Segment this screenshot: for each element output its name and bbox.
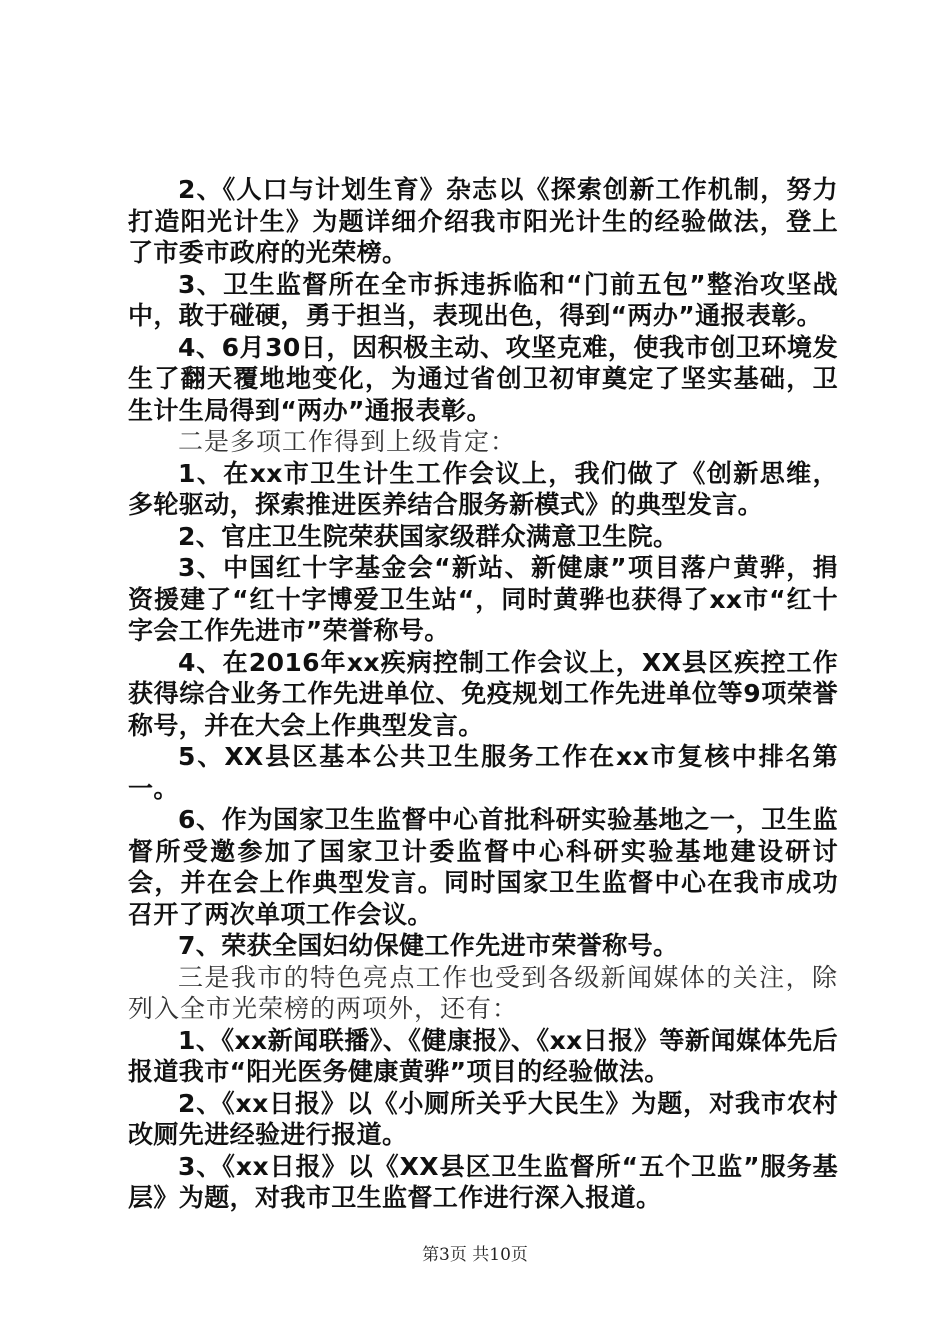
paragraph-6: 3、中国红十字基金会“新站、新健康”项目落户黄骅，捐资援建了“红十字博爱卫生站“，同时黄骅也获得了xx市“红十字会工作先进市”荣誉称号。 [128,553,838,645]
paragraph-7: 4、在2016年xx疾病控制工作会议上，XX县区疾控工作获得综合业务工作先进单位、免疫规划工作先进单位等9项荣誉称号，并在大会上作典型发言。 [128,647,838,740]
paragraph-11: 1、《xx新闻联播》、《健康报》、《xx日报》等新闻媒体先后报道我市“阳光医务健康黄骅”项目的经验做法。 [128,1025,838,1086]
section-heading-3: 三是我市的特色亮点工作也受到各级新闻媒体的关注，除列入全市光荣榜的两项外，还有： [128,962,838,1023]
paragraph-12: 2、《xx日报》以《小厕所关乎大民生》为题，对我市农村改厕先进经验进行报道。 [128,1088,838,1149]
document-body [128,174,838,1214]
paragraph-2: 3、卫生监督所在全市拆违拆临和“门前五包”整治攻坚战中，敢于碰硬，勇于担当，表现出色，得到“两办”通报表彰。 [128,269,838,330]
paragraph-4: 1、在xx市卫生计生工作会议上，我们做了《创新思维，多轮驱动，探索推进医养结合服务新模式》的典型发言。 [128,458,838,519]
section-heading-2: 二是多项工作得到上级肯定： [178,427,517,456]
paragraph-13: 3、《xx日报》以《XX县区卫生监督所“五个卫监”服务基层》为题，对我市卫生监督工作进行深入报道。 [128,1151,838,1212]
paragraph-5: 2、官庄卫生院荣获国家级群众满意卫生院。 [178,521,679,551]
page-number-footer: 第3页 共10页 [422,1245,528,1265]
paragraph-3: 4、6月30日，因积极主动、攻坚克难，使我市创卫环境发生了翻天覆地地变化，为通过省创卫初审奠定了坚实基础，卫生计生局得到“两办”通报表彰。 [128,332,838,425]
paragraph-10: 7、荣获全国妇幼保健工作先进市荣誉称号。 [178,931,679,960]
paragraph-8: 5、XX县区基本公共卫生服务工作在xx市复核中排名第一。 [128,742,838,803]
paragraph-1: 2、《人口与计划生育》杂志以《探索创新工作机制，努力打造阳光计生》为题详细介绍我市阳光计生的经验做法，登上了市委市政府的光荣榜。 [128,175,838,267]
paragraph-9: 6、作为国家卫生监督中心首批科研实验基地之一，卫生监督所受邀参加了国家卫计委监督中心科研实验基地建设研讨会，并在会上作典型发言。同时国家卫生监督中心在我市成功召开了两次单项工作会议。 [128,805,838,929]
